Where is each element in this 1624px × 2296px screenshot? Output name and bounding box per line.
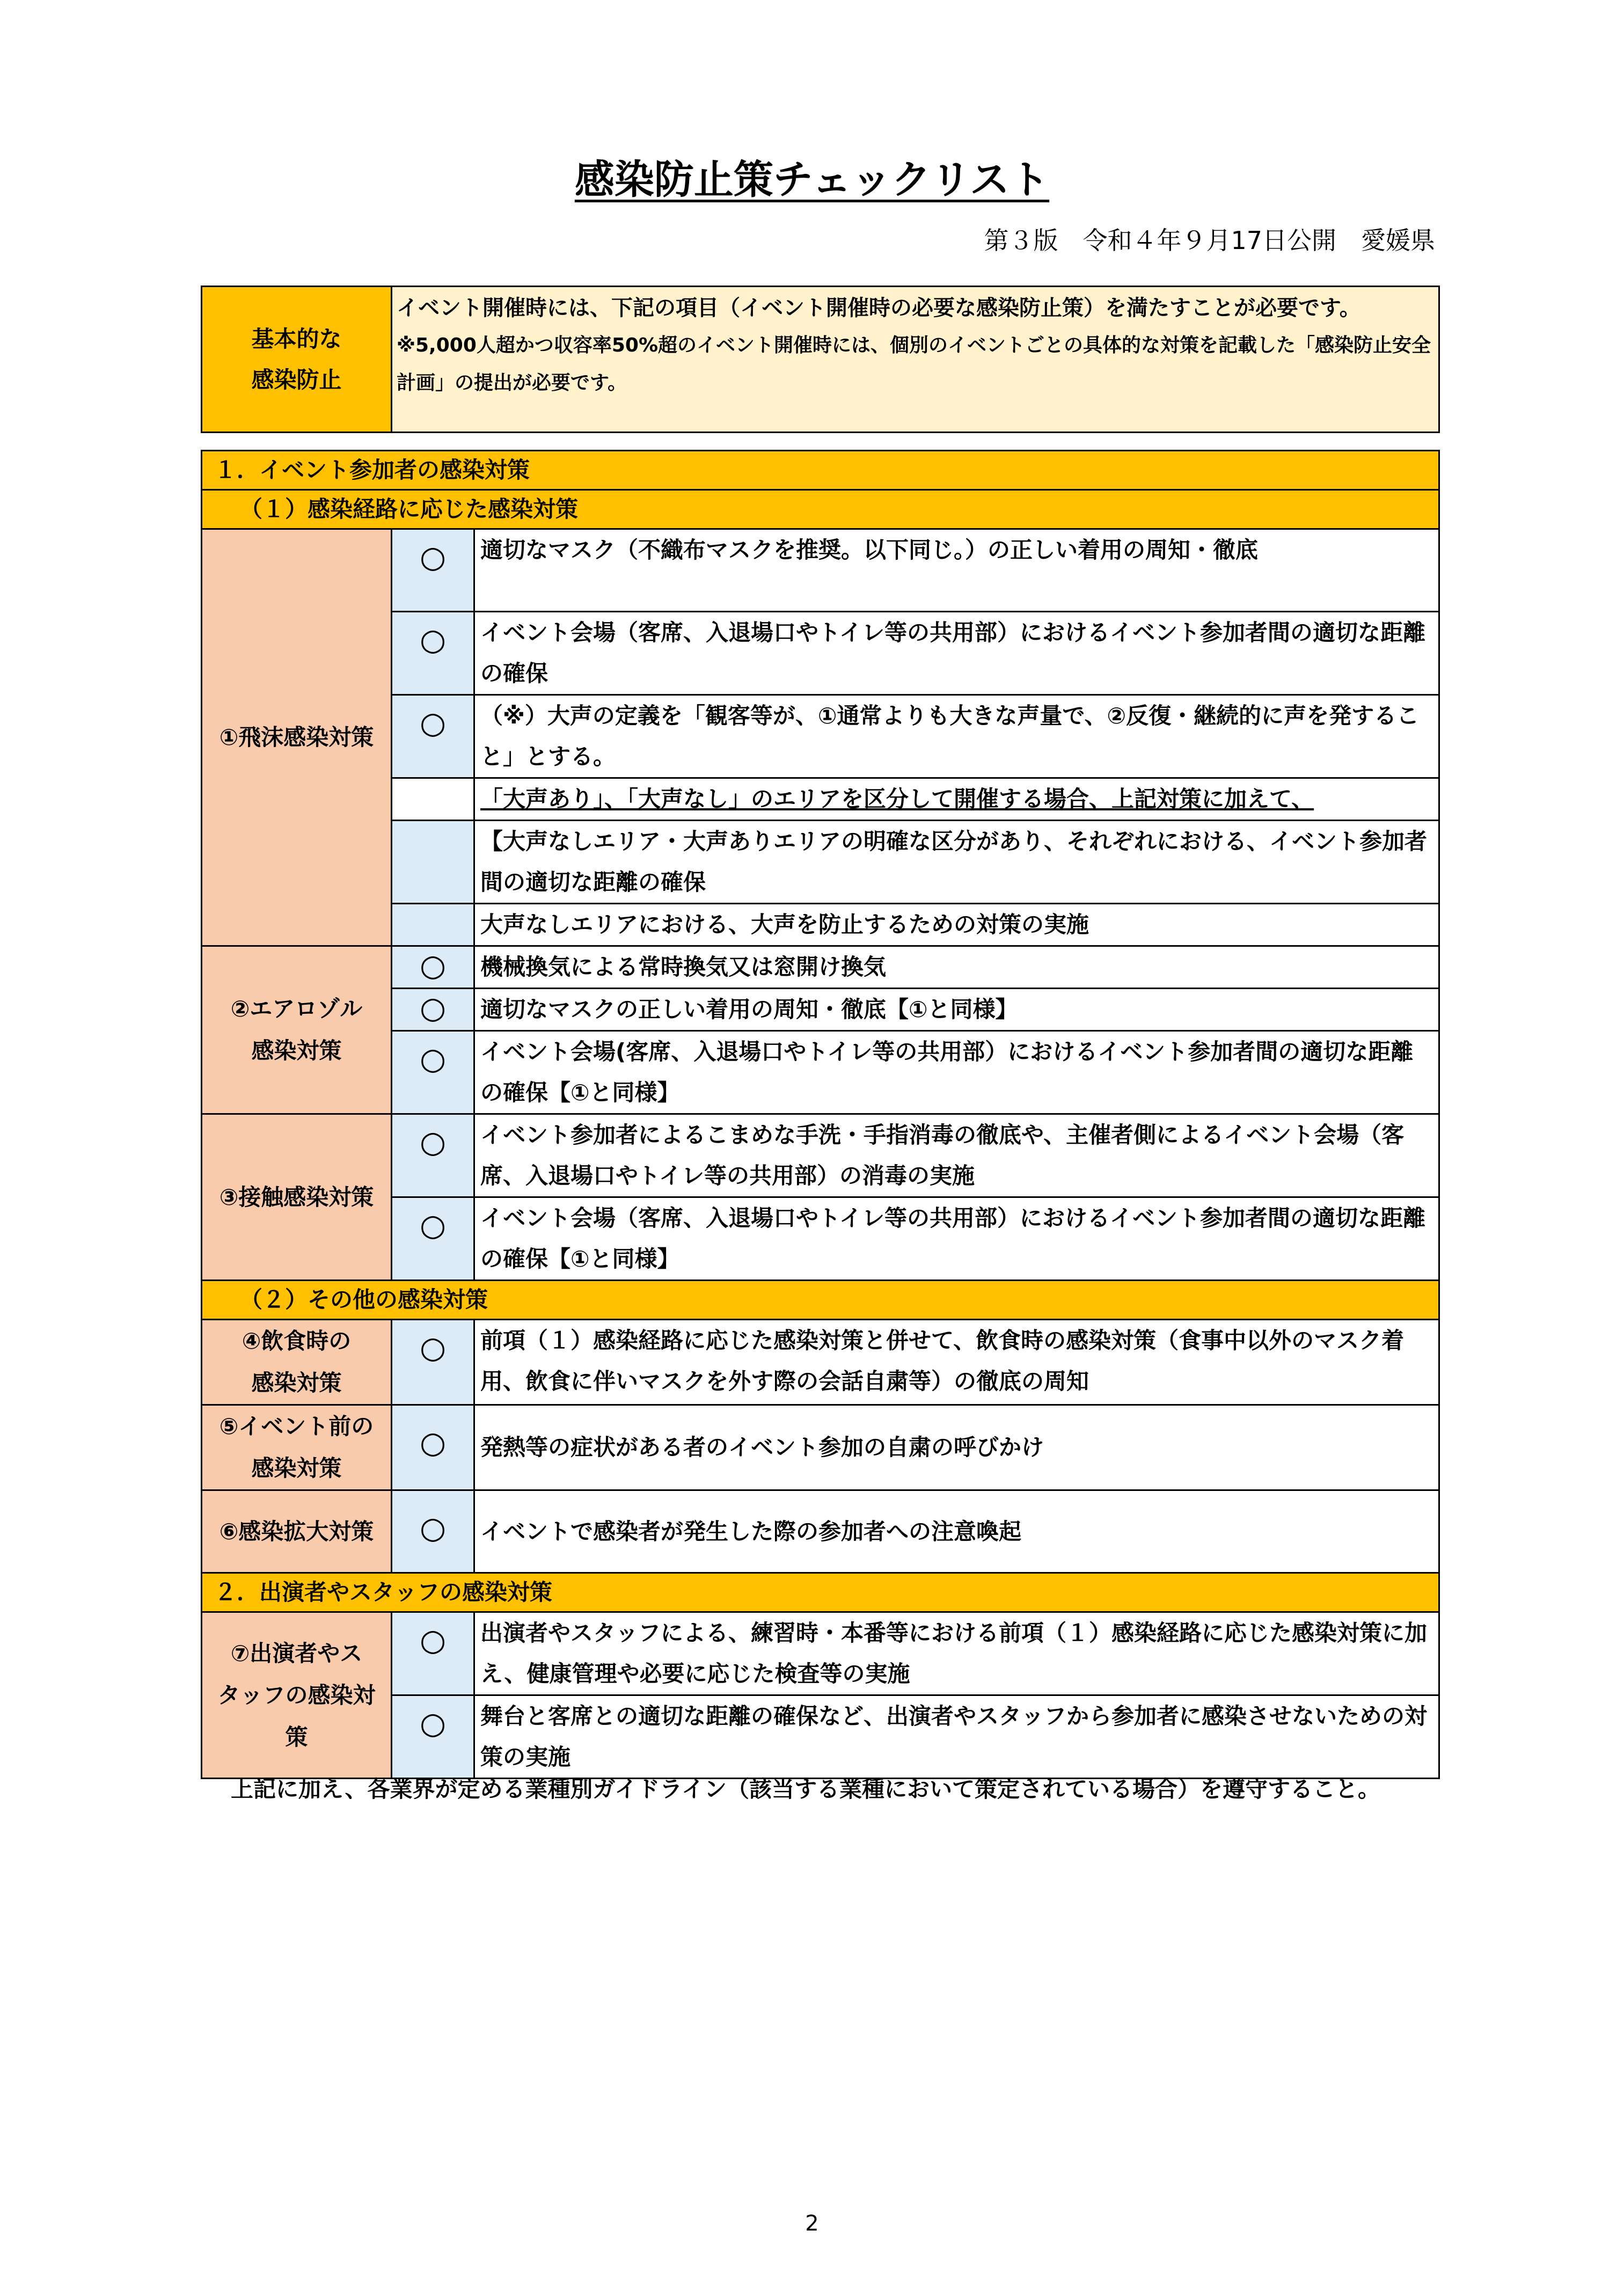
check-mark[interactable]: ○ bbox=[392, 946, 474, 989]
footer-note: 上記に加え、各業界が定める業種別ガイドライン（該当する業種において策定されている場合）を遵守すること。 bbox=[231, 1776, 1381, 1802]
check-mark[interactable]: ○ bbox=[392, 1695, 474, 1779]
checklist-item: イベントで感染者が発生した際の参加者への注意喚起 bbox=[474, 1490, 1439, 1573]
category-performers: ⑦出演者やス タッフの感染対 策 bbox=[202, 1612, 392, 1779]
checklist-item: 発熱等の症状がある者のイベント参加の自粛の呼びかけ bbox=[474, 1405, 1439, 1490]
check-mark[interactable]: ○ bbox=[392, 1031, 474, 1114]
basic-text: イベント開催時には、下記の項目（イベント開催時の必要な感染防止策）を満たすことが必要です。 ※5,000人超かつ収容率50%超のイベント開催時には、個別のイベントごとの具体的な対策を記載した「感染防止安全計画」の提出が必要です。 bbox=[392, 287, 1439, 433]
check-mark[interactable]: ○ bbox=[392, 1612, 474, 1695]
page-number: 2 bbox=[805, 2211, 819, 2236]
check-mark[interactable]: ○ bbox=[392, 695, 474, 778]
checklist-item: イベント会場（客席、入退場口やトイレ等の共用部）におけるイベント参加者間の適切な距離の確保 bbox=[474, 612, 1439, 695]
checklist-item: 「大声あり」、「大声なし」のエリアを区分して開催する場合、上記対策に加えて、 bbox=[474, 778, 1439, 821]
check-mark[interactable] bbox=[392, 821, 474, 904]
basic-prevention-table bbox=[201, 286, 1440, 433]
subsection2-heading: （２）その他の感染対策 bbox=[202, 1281, 1439, 1320]
check-mark[interactable]: ○ bbox=[392, 1197, 474, 1281]
category-aerosol: ②エアロゾル 感染対策 bbox=[202, 946, 392, 1114]
checklist-item: 舞台と客席との適切な距離の確保など、出演者やスタッフから参加者に感染させないための対策の実施 bbox=[474, 1695, 1439, 1779]
check-mark[interactable]: ○ bbox=[392, 1320, 474, 1405]
checklist-item: 適切なマスク（不織布マスクを推奨。以下同じ。）の正しい着用の周知・徹底 bbox=[474, 529, 1439, 612]
basic-label: 基本的な 感染防止 bbox=[202, 287, 392, 433]
checklist-item: 【大声なしエリア・大声ありエリアの明確な区分があり、それぞれにおける、イベント参加者間の適切な距離の確保 bbox=[474, 821, 1439, 904]
checklist-item: 前項（１）感染経路に応じた感染対策と併せて、飲食時の感染対策（食事中以外のマスク着用、飲食に伴いマスクを外す際の会話自粛等）の徹底の周知 bbox=[474, 1320, 1439, 1405]
subsection1-heading: （１）感染経路に応じた感染対策 bbox=[202, 490, 1439, 529]
checklist-item: 大声なしエリアにおける、大声を防止するための対策の実施 bbox=[474, 904, 1439, 946]
section1-heading: １．イベント参加者の感染対策 bbox=[202, 451, 1439, 490]
check-mark[interactable]: ○ bbox=[392, 612, 474, 695]
check-mark[interactable]: ○ bbox=[392, 1114, 474, 1197]
check-mark[interactable]: ○ bbox=[392, 989, 474, 1031]
category-droplet: ①飛沫感染対策 bbox=[202, 529, 392, 946]
checklist-item: （※）大声の定義を「観客等が、①通常よりも大きな声量で、②反復・継続的に声を発すること」とする。 bbox=[474, 695, 1439, 778]
category-eating: ④飲食時の 感染対策 bbox=[202, 1320, 392, 1405]
check-mark[interactable]: ○ bbox=[392, 529, 474, 612]
check-mark[interactable] bbox=[392, 778, 474, 821]
edition-info: 第３版 令和４年９月17日公開 愛媛県 bbox=[984, 226, 1435, 255]
category-spread: ⑥感染拡大対策 bbox=[202, 1490, 392, 1573]
check-mark[interactable]: ○ bbox=[392, 1405, 474, 1490]
category-contact: ③接触感染対策 bbox=[202, 1114, 392, 1281]
checklist-item: 適切なマスクの正しい着用の周知・徹底【①と同様】 bbox=[474, 989, 1439, 1031]
check-mark[interactable]: ○ bbox=[392, 1490, 474, 1573]
page-title: 感染防止策チェックリスト bbox=[574, 157, 1050, 203]
category-before-event: ⑤イベント前の 感染対策 bbox=[202, 1405, 392, 1490]
section2-heading: ２．出演者やスタッフの感染対策 bbox=[202, 1573, 1439, 1612]
checklist-item: 出演者やスタッフによる、練習時・本番等における前項（１）感染経路に応じた感染対策に加え、健康管理や必要に応じた検査等の実施 bbox=[474, 1612, 1439, 1695]
checklist-item: 機械換気による常時換気又は窓開け換気 bbox=[474, 946, 1439, 989]
checklist-item: イベント会場(客席、入退場口やトイレ等の共用部）におけるイベント参加者間の適切な距離の確保【①と同様】 bbox=[474, 1031, 1439, 1114]
checklist-table bbox=[201, 450, 1440, 1779]
checklist-item: イベント会場（客席、入退場口やトイレ等の共用部）におけるイベント参加者間の適切な距離の確保【①と同様】 bbox=[474, 1197, 1439, 1281]
checklist-item: イベント参加者によるこまめな手洗・手指消毒の徹底や、主催者側によるイベント会場（客席、入退場口やトイレ等の共用部）の消毒の実施 bbox=[474, 1114, 1439, 1197]
check-mark[interactable] bbox=[392, 904, 474, 946]
